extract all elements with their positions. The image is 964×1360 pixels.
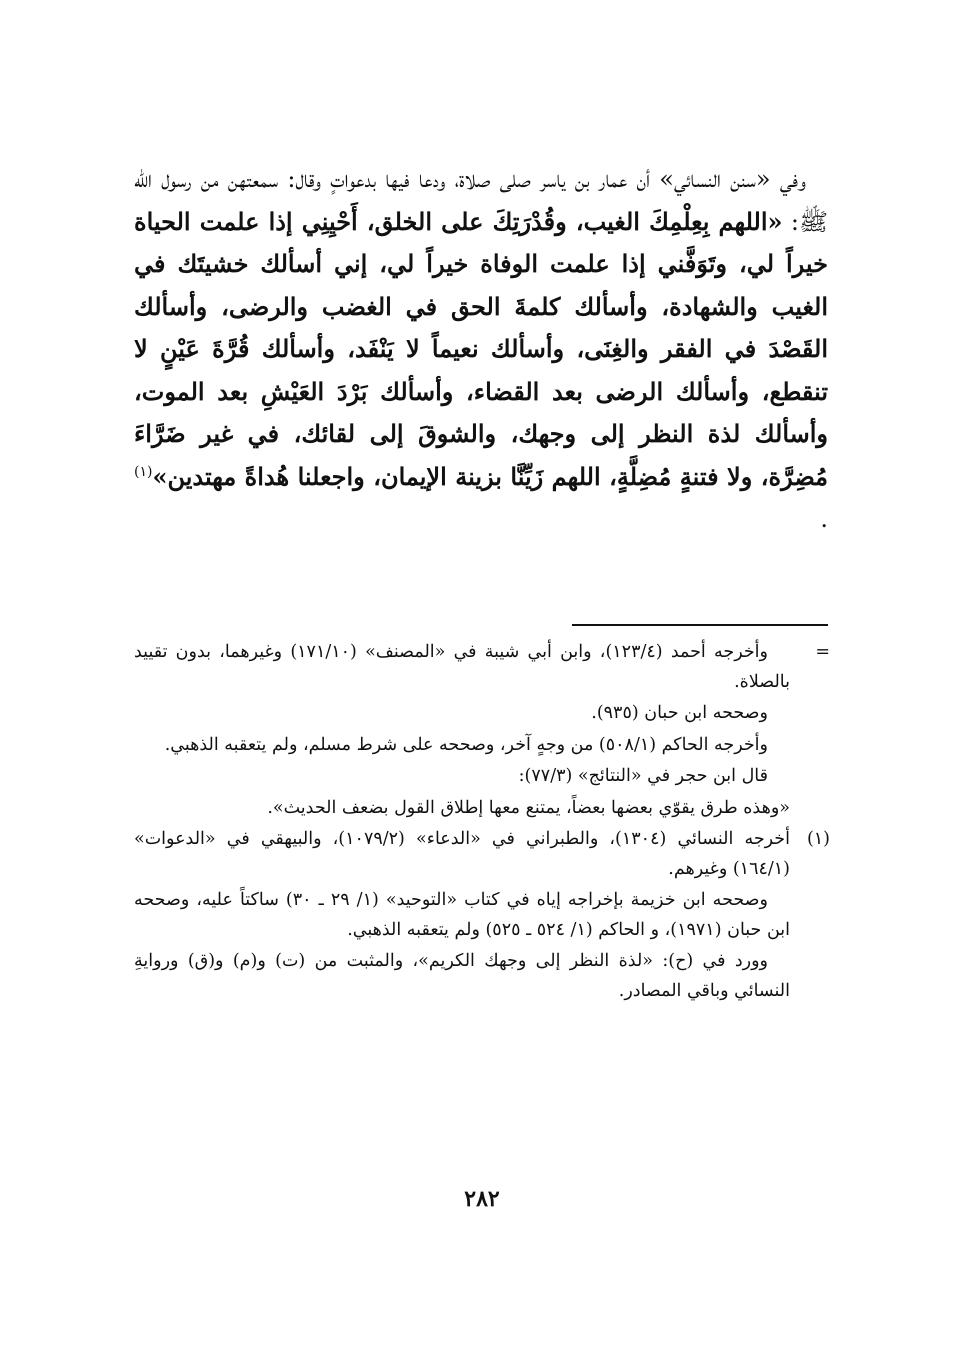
footnote-divider <box>572 624 828 626</box>
footnote-1-text-2: وصححه ابن خزيمة بإخراجه إياه في كتاب «التوحيد» (١/ ٢٩ ـ ٣٠) ساكتاً عليه، وصححه ابن حبان (١٩٧١)، و الحاكم (١/ ٥٢٤ ـ ٥٢٥) ولم يتعقبه الذهبي. <box>134 890 790 940</box>
footnote-1-text-1: أخرجه النسائي (١٣٠٤)، والطبراني في «الدعاء» (١٠٧٩/٢)، والبيهقي في «الدعوات» (١٦٤/١) وغيرهم. <box>134 829 790 879</box>
page-number: ٢٨٢ <box>464 1186 500 1212</box>
footnote-continuation-row <box>134 762 830 792</box>
footnote-continuation-row <box>134 794 830 824</box>
footnotes-block <box>134 638 830 1008</box>
footnote-continuation-row <box>134 638 830 697</box>
footnote-reference: (١) <box>134 463 153 480</box>
footnote-1-row <box>134 947 830 1006</box>
footnote-continuation-text-4: قال ابن حجر في «النتائج» (٧٧/٣): <box>518 766 768 786</box>
main-end-punctuation: . <box>820 505 828 533</box>
footnote-continuation-row <box>134 699 830 729</box>
footnote-continuation-text-5: «وهذه طرق يقوّي بعضها بعضاً، يمتنع معها إطلاق القول بضعف الحديث». <box>267 797 790 818</box>
main-text-block <box>134 158 828 541</box>
footnote-1-marker: (١) <box>806 829 830 849</box>
main-paragraph <box>134 158 828 541</box>
footnote-1-row <box>134 886 830 945</box>
footnote-continuation-text-1: وأخرجه أحمد (١٢٣/٤)، وابن أبي شيبة في «المصنف» (١٧١/١٠) وغيرهما، بدون تقييد بالصلاة. <box>134 642 790 692</box>
footnote-continuation-row <box>134 731 830 761</box>
footnote-continuation-text-2: وصححه ابن حبان (٩٣٥). <box>591 703 768 723</box>
continuation-marker: = <box>815 642 830 662</box>
dua-quote: «اللهم بِعِلْمِكَ الغيب، وقُدْرَتِكَ على الخلق، أَحْيِنِي إذا علمت الحياة خيراً لي، وتَوَفَّني إذا علمت الوفاة خيراً لي، إني أسألك خشيتَك في الغيب والشهادة، وأسألك كلمةَ الحق في الغضب والرضى، وأسألك القَصْدَ في الفقر والغِنَى، وأسألك نعيماً لا يَنْفَد، وأسألك قُرَّةَ عَيْنٍ لا تنقطع، وأسألك الرضى بعد القضاء، وأسألك بَرْدَ العَيْشِ بعد الموت، وأسألك لذة النظر إلى وجهك، والشوقَ إلى لقائك، في غير ضَرَّاءَ مُضِرَّة، ولا فتنةٍ مُضِلَّةٍ، اللهم زَيِّنَّا بزينة الإيمان، واجعلنا هُداةً مهتدين» <box>134 206 828 491</box>
footnote-continuation-text-3: وأخرجه الحاكم (٥٠٨/١) من وجهٍ آخر، وصححه على شرط مسلم، ولم يتعقبه الذهبي. <box>164 734 768 755</box>
footnote-1-row <box>134 825 830 884</box>
footnote-1-text-3: وورد في (ح): «لذة النظر إلى وجهك الكريم»، والمثبت من (ت) و(م) و(ق) وروايةِ النسائي وباقي المصادر. <box>134 951 790 1001</box>
main-intro-text: وفي «سنن النسائي» أن عمار بن ياسر صلى صلاة، ودعا فيها بدعواتٍ وقال: سمعتهن من رسول الله ﷺ: <box>134 165 828 236</box>
